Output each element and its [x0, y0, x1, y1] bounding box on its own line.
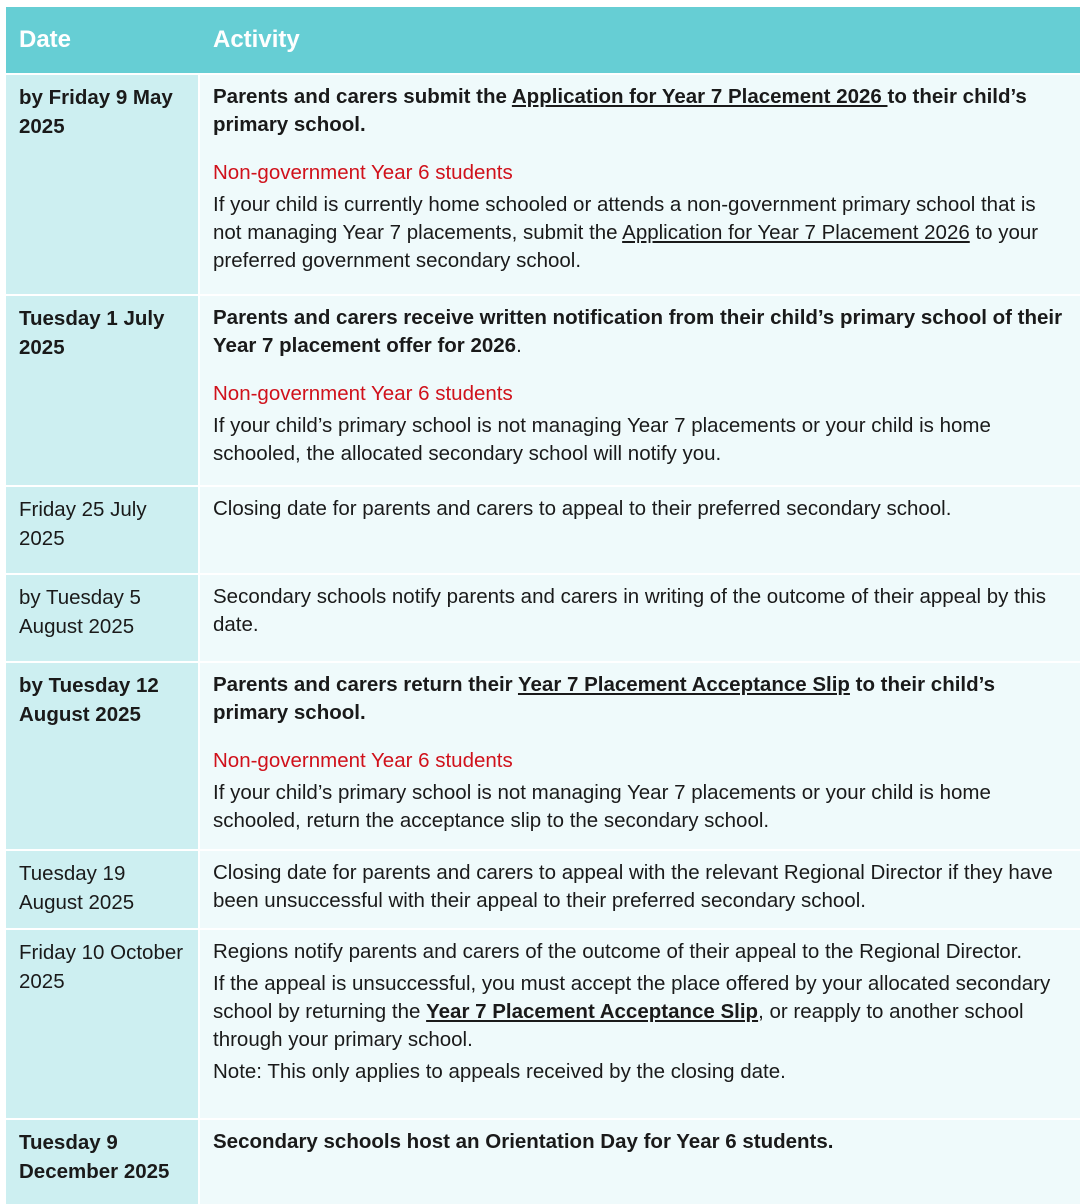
main-text: . [516, 334, 522, 357]
activity-main: Regions notify parents and carers of the outcome of their appeal to the Regional Director. [213, 940, 1023, 963]
acceptance-slip-link[interactable]: Year 7 Placement Acceptance Slip [426, 1000, 759, 1023]
row-activity [200, 296, 1080, 485]
row-activity [200, 1120, 1080, 1204]
activity-detail [213, 191, 1067, 275]
main-text: Parents and carers receive written notification from their child’s primary school of their Year 7 placement offer for 2026 [213, 306, 1063, 357]
activity-main [213, 671, 1067, 727]
row-activity [200, 575, 1080, 661]
row-activity [200, 663, 1080, 849]
header-activity: Activity [213, 26, 300, 53]
row-activity [200, 930, 1080, 1118]
main-text: Parents and carers submit the [213, 85, 512, 108]
subheading: Non-government Year 6 students [213, 161, 513, 184]
row-date: Tuesday 9 December 2025 [6, 1120, 200, 1204]
row-date: Friday 10 October 2025 [6, 930, 200, 1118]
subheading: Non-government Year 6 students [213, 749, 513, 772]
activity-main: Secondary schools notify parents and carers in writing of the outcome of their appeal by this date. [213, 585, 1046, 636]
table-row [6, 294, 1080, 485]
table-row [6, 928, 1080, 1118]
table-row [6, 849, 1080, 928]
main-text: to their child’s primary school. [213, 85, 1027, 136]
activity-note: Note: This only applies to appeals received by the closing date. [213, 1060, 786, 1083]
table-row [6, 573, 1080, 661]
activity-main [213, 83, 1067, 139]
row-activity [200, 75, 1080, 294]
table-row [6, 73, 1080, 294]
detail-text: If the appeal is unsuccessful, you must accept the place offered by your allocated secondary school by returning the [213, 972, 1051, 1023]
main-text: Parents and carers return their [213, 673, 518, 696]
table-header [6, 7, 1080, 73]
row-date: by Tuesday 5 August 2025 [6, 575, 200, 661]
activity-main: Closing date for parents and carers to appeal with the relevant Regional Director if they have been unsuccessful with their appeal to their preferred secondary school. [213, 861, 1053, 912]
activity-main: Secondary schools host an Orientation Day for Year 6 students. [213, 1130, 834, 1153]
table-row [6, 661, 1080, 849]
row-date: Tuesday 19 August 2025 [6, 851, 200, 928]
application-link[interactable]: Application for Year 7 Placement 2026 [622, 221, 970, 244]
header-date: Date [19, 26, 72, 53]
row-date: Friday 25 July 2025 [6, 487, 200, 573]
row-date: by Friday 9 May 2025 [6, 75, 200, 294]
activity-main: Closing date for parents and carers to appeal to their preferred secondary school. [213, 497, 952, 520]
detail-text: , or reapply to another school through your primary school. [213, 1000, 1024, 1051]
row-date: Tuesday 1 July 2025 [6, 296, 200, 485]
row-activity [200, 851, 1080, 928]
table-row [6, 1118, 1080, 1204]
table-row [6, 485, 1080, 573]
activity-detail: If your child’s primary school is not managing Year 7 placements or your child is home schooled, return the acceptance slip to the secondary school. [213, 781, 991, 832]
subheading: Non-government Year 6 students [213, 382, 513, 405]
timeline-table [6, 7, 1080, 1204]
row-activity [200, 487, 1080, 573]
activity-detail: If your child’s primary school is not managing Year 7 placements or your child is home schooled, the allocated secondary school will notify you. [213, 414, 991, 465]
activity-main [213, 304, 1067, 360]
detail-text: to your preferred government secondary school. [213, 221, 1039, 272]
application-link[interactable]: Application for Year 7 Placement 2026 [511, 85, 888, 108]
detail-text: If your child is currently home schooled or attends a non-government primary school that is not managing Year 7 placements, submit the [213, 193, 1036, 244]
row-date: by Tuesday 12 August 2025 [6, 663, 200, 849]
main-text: to their child’s primary school. [213, 673, 995, 724]
activity-detail [213, 970, 1067, 1054]
acceptance-slip-link[interactable]: Year 7 Placement Acceptance Slip [517, 673, 850, 696]
